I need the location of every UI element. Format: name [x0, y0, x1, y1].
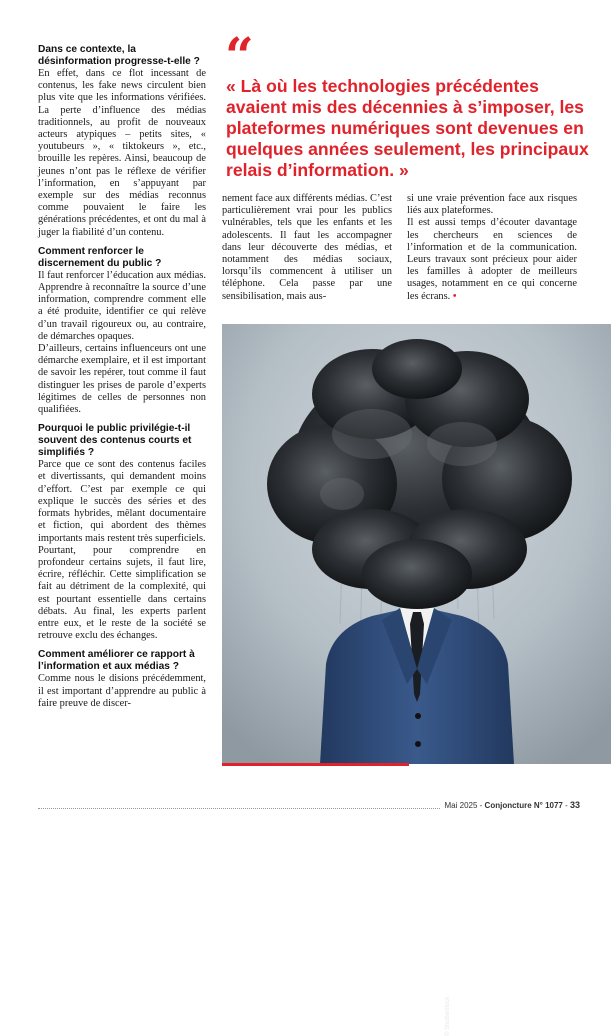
footer-separator: - [477, 801, 485, 810]
photo-credit: © Shutterstock [445, 996, 451, 1036]
photo-illustration [222, 324, 611, 764]
section-heading: Pourquoi le public privilégie-t-il souvent des contenus courts et simplifiés ? [38, 423, 192, 459]
paragraph: Pourtant, pour comprendre en profondeur certains sujets, il faut lire, écrire, réfléchir. Cette simplification se fait au détriment de la complexité, qui est pourtant essentielle dans certains débats. Au final, les experts parlent entre eux, et le reste de la société se retrouve exclu des échanges. [38, 544, 206, 642]
qa-section [38, 44, 206, 239]
button [415, 741, 421, 747]
end-mark-icon: • [452, 290, 457, 302]
page-number: 33 [569, 800, 580, 810]
quote-mark-icon: “ [225, 26, 254, 85]
section-heading: Comment renforcer le discernement du public ? [38, 245, 162, 269]
qa-section [38, 423, 206, 642]
footer-rule [38, 808, 440, 809]
paragraph: Il faut renforcer l’éducation aux médias. Apprendre à reconnaître la source d’une information, comprendre comment elle a été produite, identifier ce qui relève d’un travail rigoureux ou, au contraire, de démarches opaques. [38, 269, 206, 342]
paragraph: nement face aux différents médias. C’est particulièrement vrai pour les publics vulnérables, tels que les enfants et les adolescents. Il faut les accompagner dans leur découverte des médias, et notamment des médias sociaux, lorsqu’ils commencent à utiliser un téléphone. Cela passe par une sensibilisation, mais aus- [222, 193, 392, 302]
pull-quote: « Là où les technologies précédentes avaient mis des décennies à s’imposer, les plateformes numériques sont devenues en quelques années seulement, les principaux relais d’information. » [226, 76, 589, 180]
paragraph-text: Il est aussi temps d’écouter davantage les chercheurs en sciences de l’information et de la communication. Leurs travaux sont précieux pour aider les familles à adopter de meilleurs usages, notamment en ce qui concerne les écrans. [407, 217, 577, 302]
paragraph: D’ailleurs, certains influenceurs ont une démarche exemplaire, et il est important de savoir les repérer, tout comme il faut distinguer les prises de parole d’experts légitimes de celles de personnes non qualifiées. [38, 343, 206, 416]
qa-section [38, 649, 206, 710]
section-heading: Comment améliorer ce rapport à l’information et aux médias ? [38, 649, 195, 673]
section-heading: Dans ce contexte, la désinformation progresse-t-elle ? [38, 44, 200, 67]
qa-section [38, 246, 206, 416]
footer-separator: - [562, 801, 570, 810]
middle-column [222, 193, 392, 303]
page-footer [440, 800, 580, 810]
paragraph: Comme nous le disions précédemment, il est important d’apprendre au public à faire preuve de discer- [38, 673, 206, 709]
left-column [38, 44, 206, 717]
paragraph [407, 217, 577, 302]
red-rule [222, 763, 409, 766]
button [415, 713, 421, 719]
paragraph: Parce que ce sont des contenus faciles et divertissants, qui demandent moins d’effort. C’est par exemple ce qui explique le succès des séries et des formats hybrides, mêlant documentaire et fiction, qui abordent des thèmes importants mais restent très superficiels. [38, 459, 206, 544]
paragraph: En effet, dans ce flot incessant de contenus, les fake news circulent bien plus vite que les informations vérifiées. La perte d’influence des médias traditionnels, au profit de nouveaux acteurs atypiques – petits sites, « youtubeurs », « tiktokeurs », etc., brouille les repères. Ainsi, beaucoup de jeunes n’ont pas le réflexe de vérifier l’information, en s’appuyant par exemple sur des médias reconnus comme pouvaient le faire les générations précédentes, et ont du mal à juger la fiabilité d’un contenu. [38, 68, 206, 238]
paragraph: si une vraie prévention face aux risques liés aux plateformes. [407, 193, 577, 217]
issue-date: Mai 2025 [444, 801, 478, 810]
magazine-name: Conjoncture N° 1077 [484, 801, 563, 810]
right-column [407, 193, 577, 303]
